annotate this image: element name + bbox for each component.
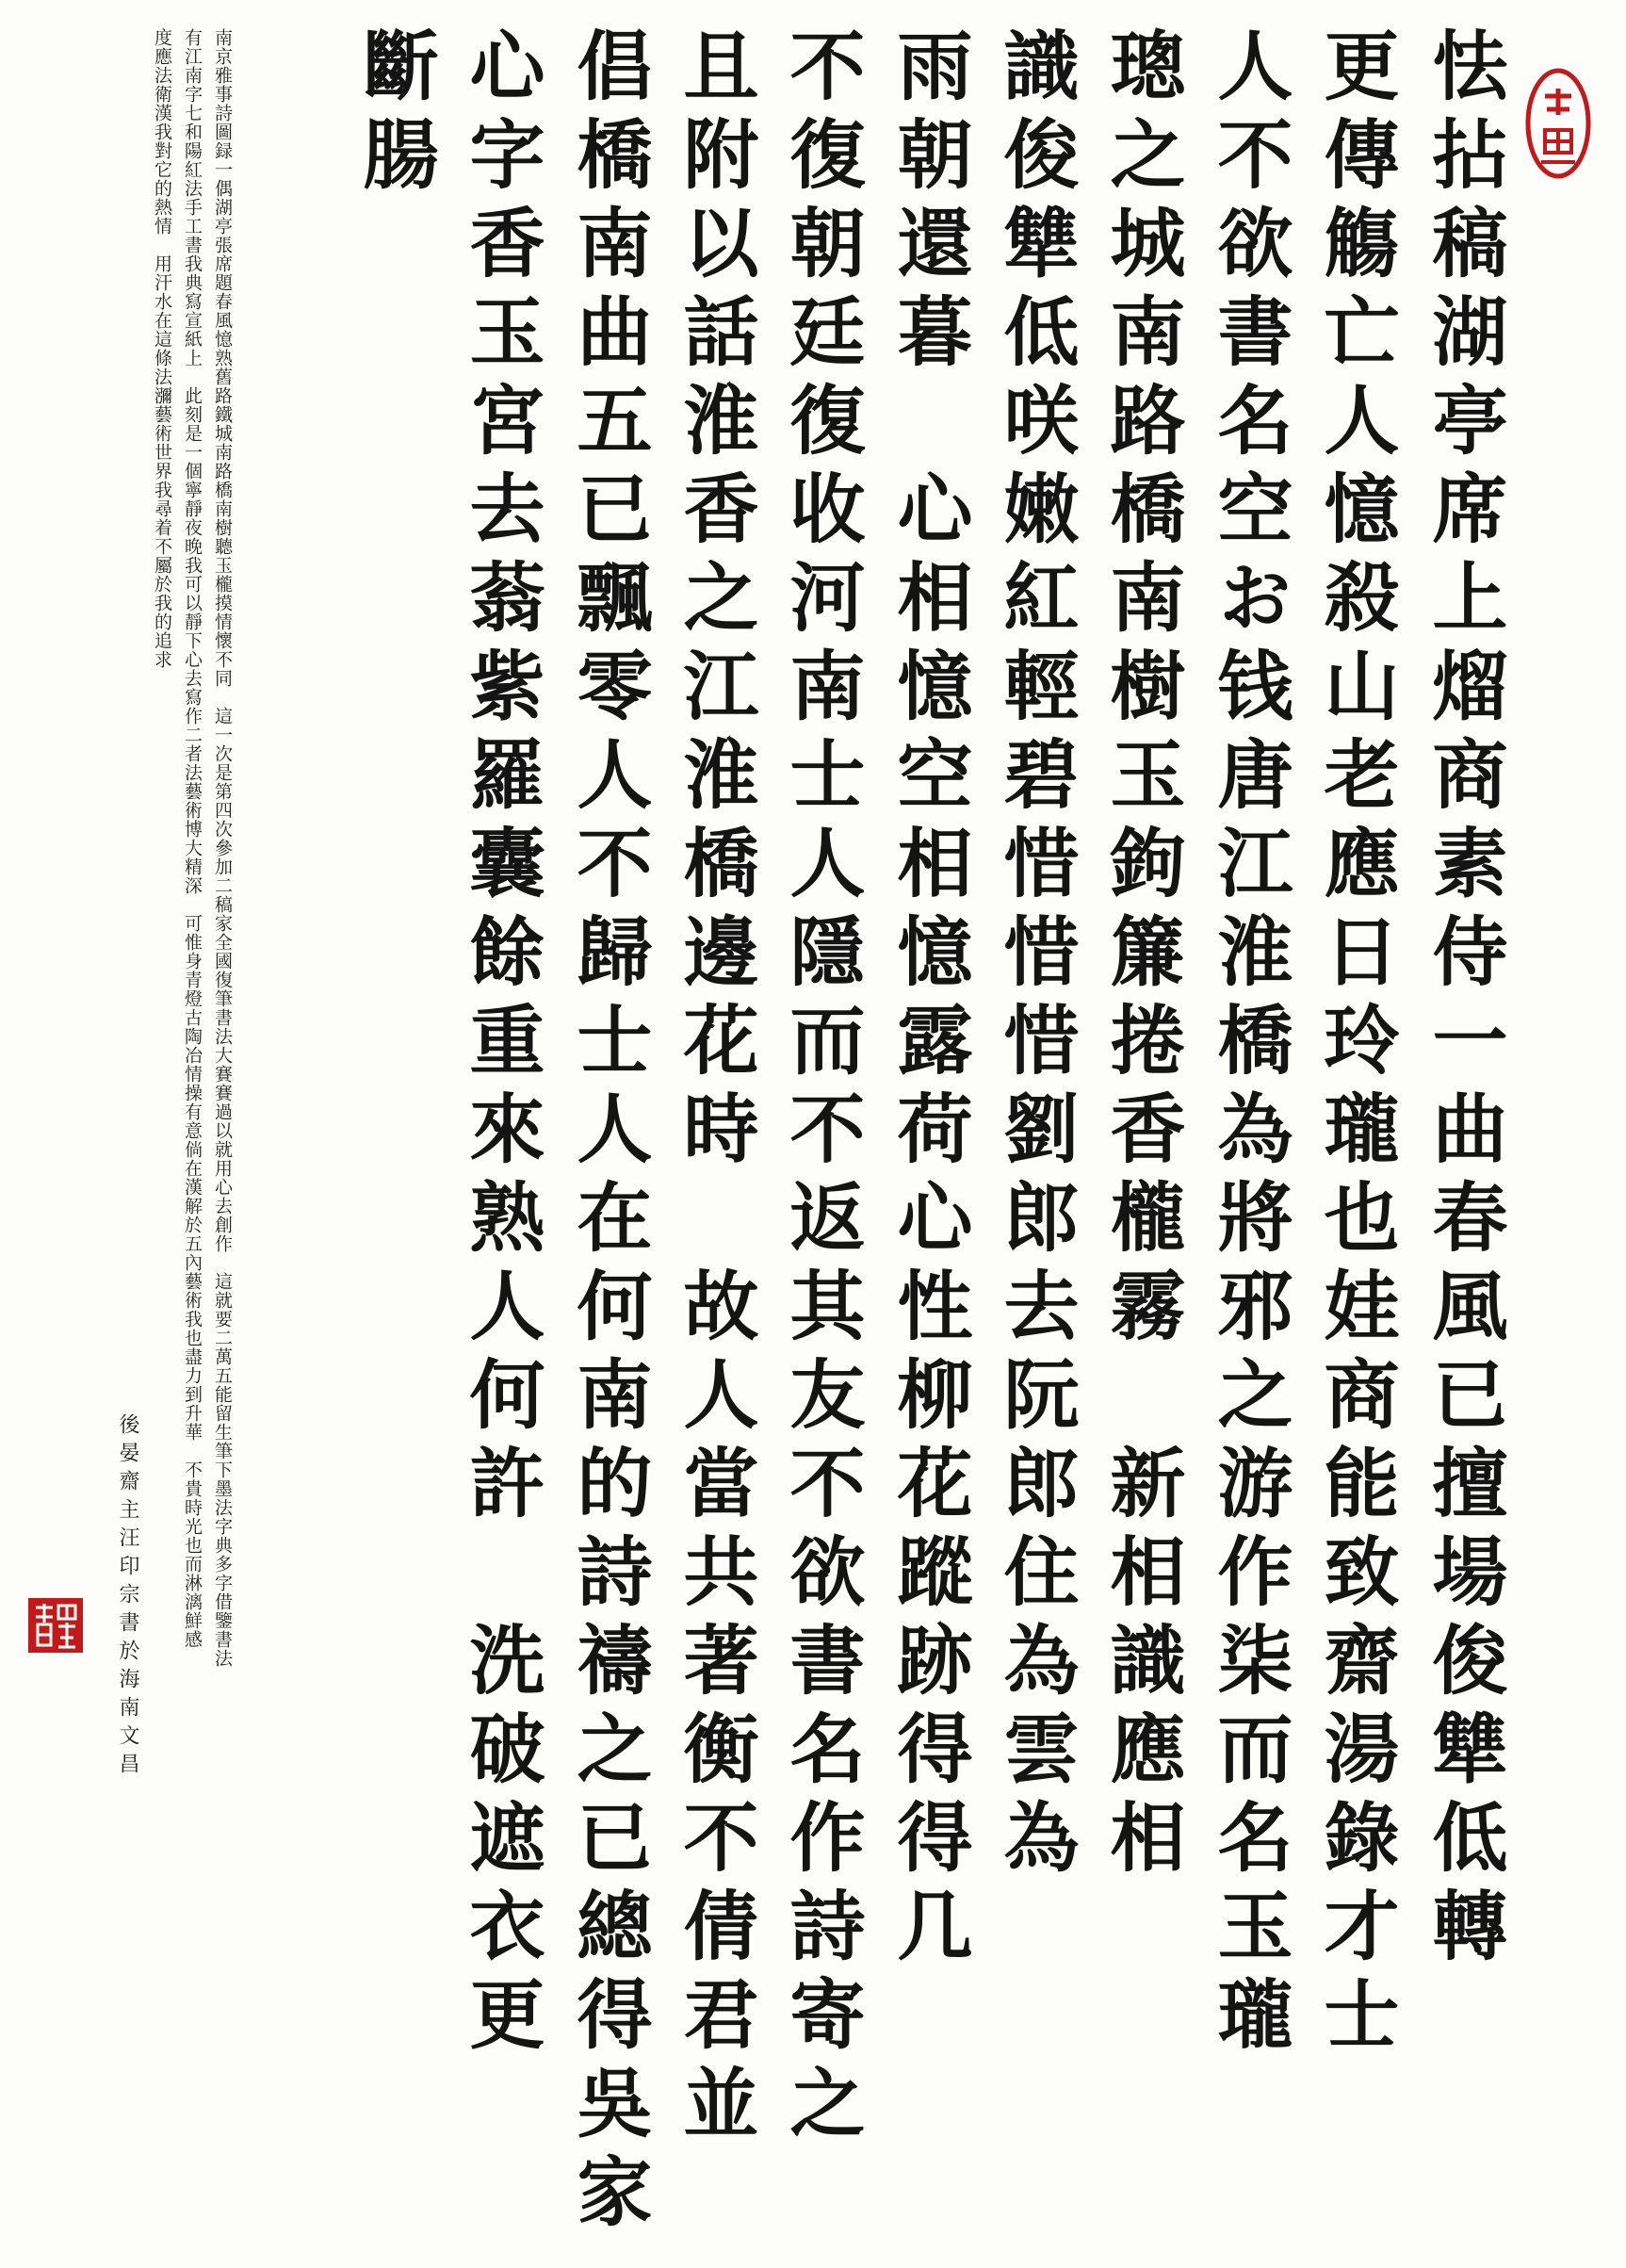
calligraphy-column-5: 識俊犨低咲嫩紅輕碧惜惜惜劉郎去阮郎住為雲為	[991, 26, 1080, 1886]
calligraphy-column-8: 且附以話淮香之江淮橋邊花時 故人當共著衡不倩君並	[671, 26, 759, 2152]
colophon-line-1: 南京雅事詩圖録一偶湖亭張席題春風憶熟舊路鐵城南路橋南樹聽玉櫳摸情懷不同 這一次是第四次參加二稿家全國復筆書法大賽賽過以就用心去創作 這就要二萬五能留生筆下墨法字典多字借鑒書法	[212, 28, 233, 1668]
calligraphy-column-1: 怯拈稿湖亭席上熘商素侍一曲春風已擅場俊犨低轉	[1420, 26, 1508, 1975]
calligraphy-column-3: 人不欲書名空お钱唐江淮橋為將邪之游作柒而名玉瓏	[1205, 26, 1293, 2064]
calligraphy-column-9: 倡橋南曲五已飄零人不歸士人在何南的詩禱之已總得吳家	[564, 26, 653, 2241]
calligraphy-column-4: 璁之城南路橋南樹玉鉤簾捲香櫳霧 新相識應相	[1098, 26, 1186, 1886]
calligraphy-column-11: 斷腸	[350, 26, 439, 204]
colophon-line-3: 度應法衛漢我對它的熱情 用汗水在這條法瀰藝術世界我尋着不屬於我的追求	[152, 28, 172, 669]
calligraphy-column-2: 更傳觴亡人憶殺山老應日玲瓏也娃商能致齋湯錄才士	[1311, 26, 1400, 2064]
calligraphy-column-6: 雨朝還暮 心相憶空相憶露荷心性柳花蹤跡得得几	[885, 26, 973, 1975]
calligraphy-column-7: 不復朝廷復收河南士人隱而不返其友不欲書名作詩寄之	[777, 26, 866, 2152]
calligraphy-column-10: 心字香玉宮去蓊紫羅囊餘重來熟人何許 洗破遮衣更	[457, 26, 545, 2064]
signature-column: 後晏齋主汪印宗書於海南文昌	[116, 1413, 139, 1781]
top-seal-icon	[1524, 68, 1592, 179]
colophon-line-2: 有江南字七和陽紅法手工書我典寫宣紙上 此刻是一個寧靜夜晚我可以靜下心去寫作二者法藝術博大精深 可惟身青燈古陶冶情操有意倘在漢解於五內藝術我也盡力到升華 不貴時光也而淋漓鮮感	[182, 28, 203, 1649]
bottom-seal-icon	[26, 1596, 85, 1655]
